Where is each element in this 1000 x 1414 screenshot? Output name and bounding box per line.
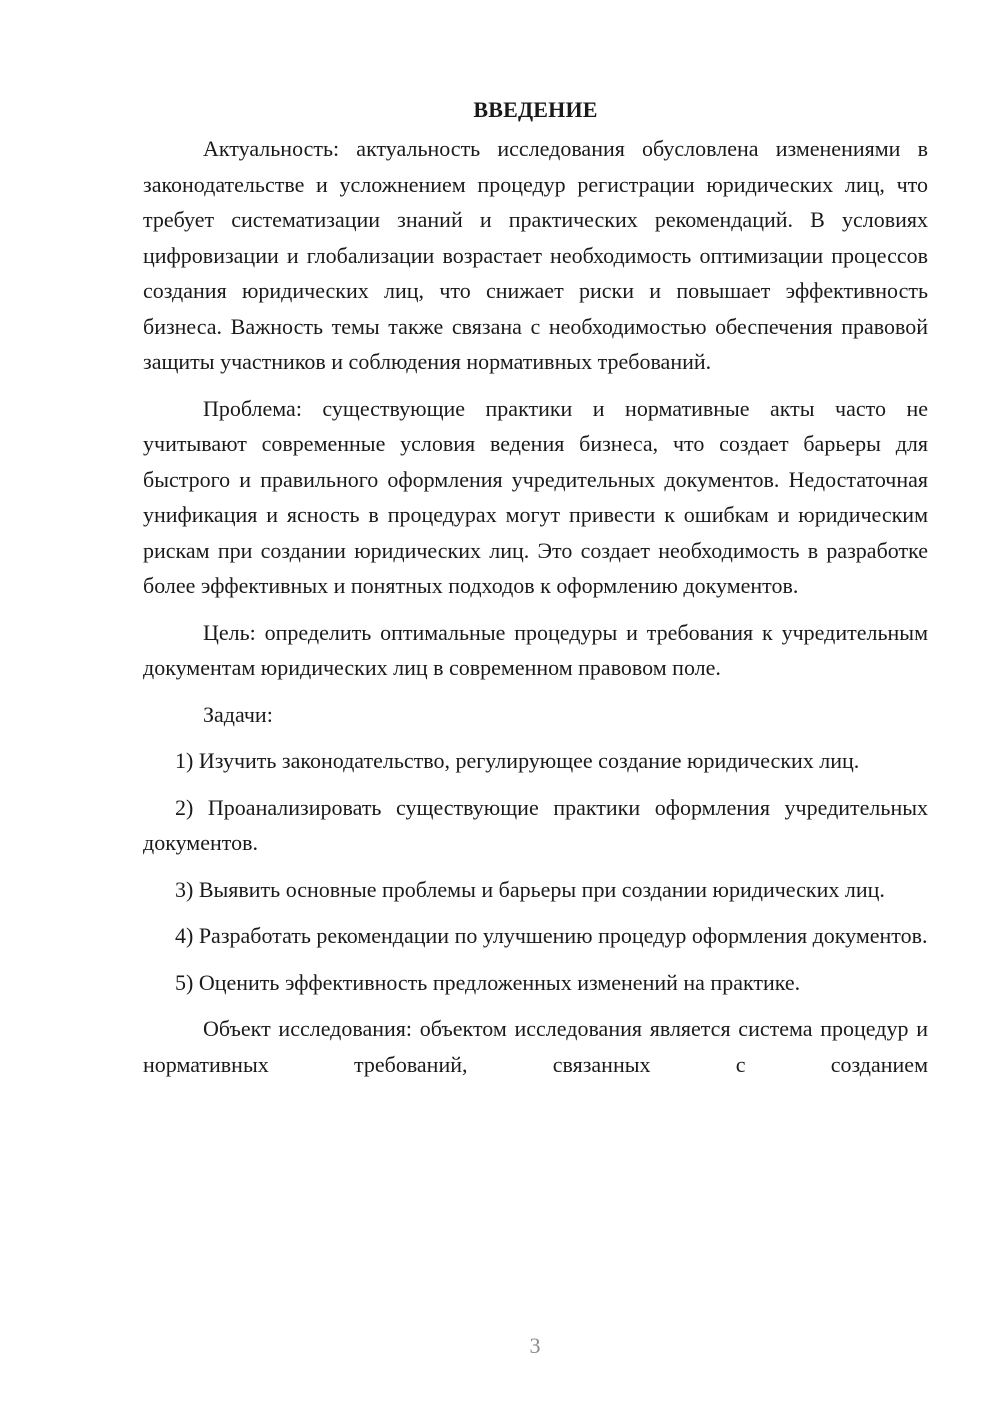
object-paragraph: Объект исследования: объектом исследования является система процедур и нормативных требований, связанных с созданием bbox=[143, 1016, 928, 1077]
tasks-label: Задачи: bbox=[203, 701, 273, 727]
task-item-4: 4) Разработать рекомендации по улучшению процедур оформления документов. bbox=[175, 923, 928, 948]
task-item-1: 1) Изучить законодательство, регулирующее создание юридических лиц. bbox=[175, 748, 860, 773]
task-item-5: 5) Оценить эффективность предложенных изменений на практике. bbox=[175, 969, 801, 995]
relevance-paragraph: Актуальность: актуальность исследования обусловлена изменениями в законодательстве и усложнением процедур регистрации юридических лиц, что требует систематизации знаний и практических рекомендаций. В условиях цифровизации и глобализации возрастает необходимость оптимизации процессов создания юридических лиц, что снижает риски и повышает эффективность бизнеса. Важность темы также связана с необходимостью обеспечения правовой защиты участников и соблюдения нормативных требований. bbox=[143, 136, 928, 374]
page-number: 3 bbox=[529, 1333, 541, 1358]
task-item-2: 2) Проанализировать существующие практики оформления учредительных документов. bbox=[143, 794, 928, 855]
problem-paragraph: Проблема: существующие практики и нормативные акты часто не учитывают современные условия ведения бизнеса, что создает барьеры для быстрого и правильного оформления учредительных документов. Недостаточная унификация и ясность в процедурах могут привести к ошибкам и юридическим рискам при создании юридических лиц. Это создает необходимость в разработке более эффективных и понятных подходов к оформлению документов. bbox=[143, 395, 928, 598]
document-page bbox=[143, 92, 928, 1093]
goal-paragraph: Цель: определить оптимальные процедуры и требования к учредительным документам юридических лиц в современном правовом поле. bbox=[143, 619, 928, 680]
section-heading: ВВЕДЕНИЕ bbox=[473, 97, 598, 122]
task-item-3: 3) Выявить основные проблемы и барьеры при создании юридических лиц. bbox=[175, 876, 885, 902]
